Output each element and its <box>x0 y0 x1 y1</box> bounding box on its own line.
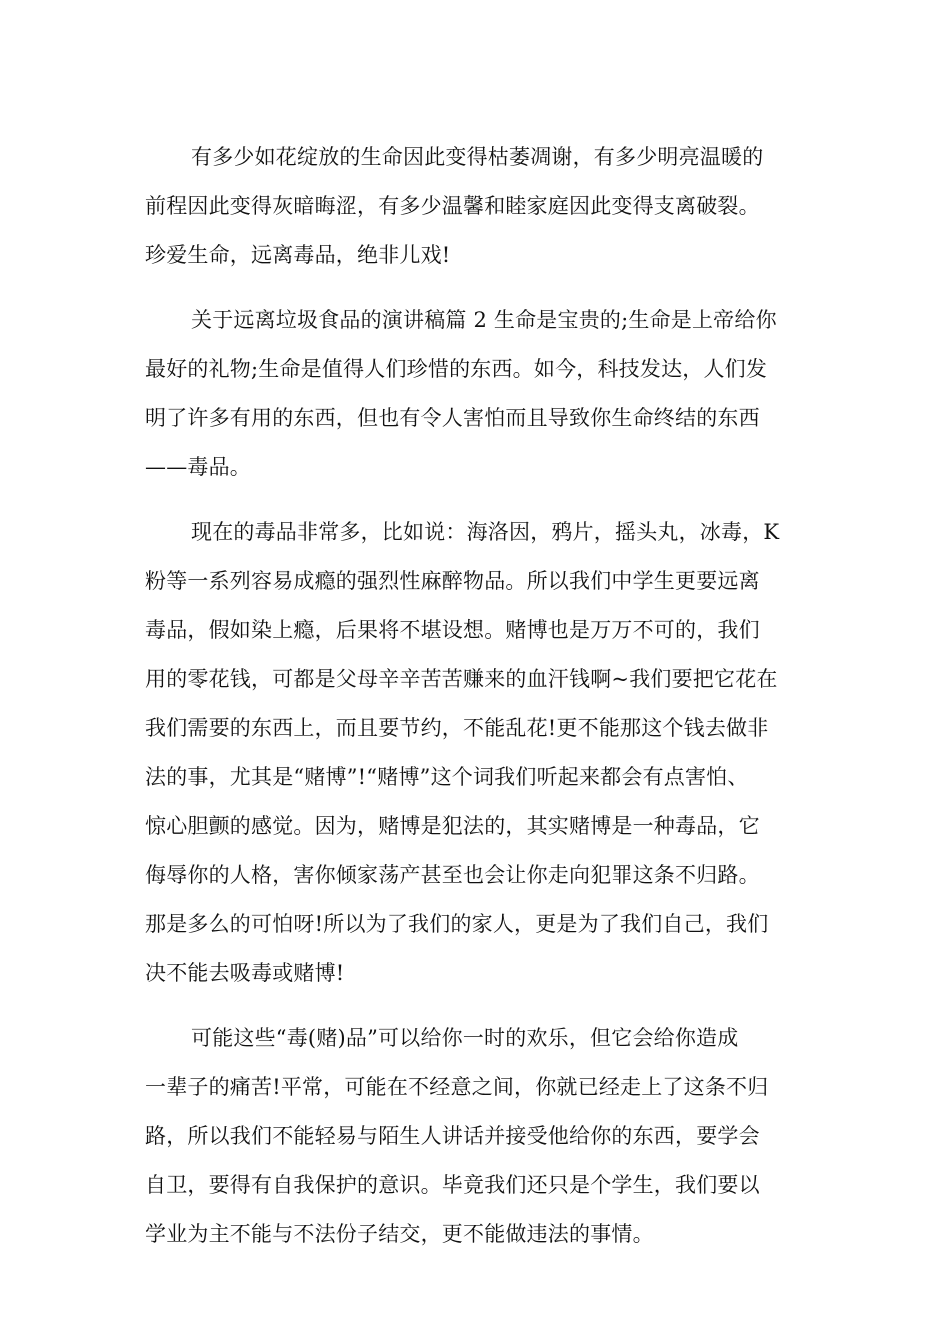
paragraph-1 <box>145 133 810 280</box>
text-line: 自卫，要得有自我保护的意识。毕竟我们还只是个学生，我们要以 <box>145 1173 760 1197</box>
text-line: 用的零花钱，可都是父母辛辛苦苦赚来的血汗钱啊~我们要把它花在 <box>145 667 778 691</box>
text-line: 可能这些“毒(赌)品”可以给你一时的欢乐，但它会给你造成 <box>191 1026 739 1050</box>
text-line: 关于远离垃圾食品的演讲稿篇 2 生命是宝贵的;生命是上帝给你 <box>191 308 777 332</box>
text-line: 我们需要的东西上，而且要节约，不能乱花!更不能那这个钱去做非 <box>145 716 769 740</box>
text-line: 学业为主不能与不法份子结交，更不能做违法的事情。 <box>145 1222 654 1246</box>
text-line: 珍爱生命，远离毒品，绝非儿戏! <box>145 243 451 267</box>
paragraph-2 <box>145 296 810 492</box>
text-line: ——毒品。 <box>145 455 251 479</box>
text-line: 现在的毒品非常多，比如说：海洛因，鸦片，摇头丸，冰毒，K <box>191 520 780 544</box>
paragraph-4 <box>145 1014 810 1259</box>
text-line: 路，所以我们不能轻易与陌生人讲话并接受他给你的东西，要学会 <box>145 1124 760 1148</box>
paragraph-3 <box>145 508 810 998</box>
text-line: 粉等一系列容易成瘾的强烈性麻醉物品。所以我们中学生更要远离 <box>145 569 760 593</box>
text-line: 侮辱你的人格，害你倾家荡产甚至也会让你走向犯罪这条不归路。 <box>145 863 760 887</box>
text-line: 毒品，假如染上瘾，后果将不堪设想。赌博也是万万不可的，我们 <box>145 618 760 642</box>
document-body <box>145 133 810 1275</box>
text-line: 决不能去吸毒或赌博! <box>145 961 345 985</box>
text-line: 惊心胆颤的感觉。因为，赌博是犯法的，其实赌博是一种毒品，它 <box>145 814 760 838</box>
text-line: 那是多么的可怕呀!所以为了我们的家人，更是为了我们自己，我们 <box>145 912 769 936</box>
text-line: 明了许多有用的东西，但也有令人害怕而且导致你生命终结的东西 <box>145 406 760 430</box>
text-line: 前程因此变得灰暗晦涩，有多少温馨和睦家庭因此变得支离破裂。 <box>145 194 760 218</box>
text-line: 有多少如花绽放的生命因此变得枯萎凋谢，有多少明亮温暖的 <box>191 145 764 169</box>
text-line: 一辈子的痛苦!平常，可能在不经意之间，你就已经走上了这条不归 <box>145 1075 769 1099</box>
text-line: 法的事，尤其是“赌博”!“赌博”这个词我们听起来都会有点害怕、 <box>145 765 749 789</box>
text-line: 最好的礼物;生命是值得人们珍惜的东西。如今，科技发达，人们发 <box>145 357 768 381</box>
